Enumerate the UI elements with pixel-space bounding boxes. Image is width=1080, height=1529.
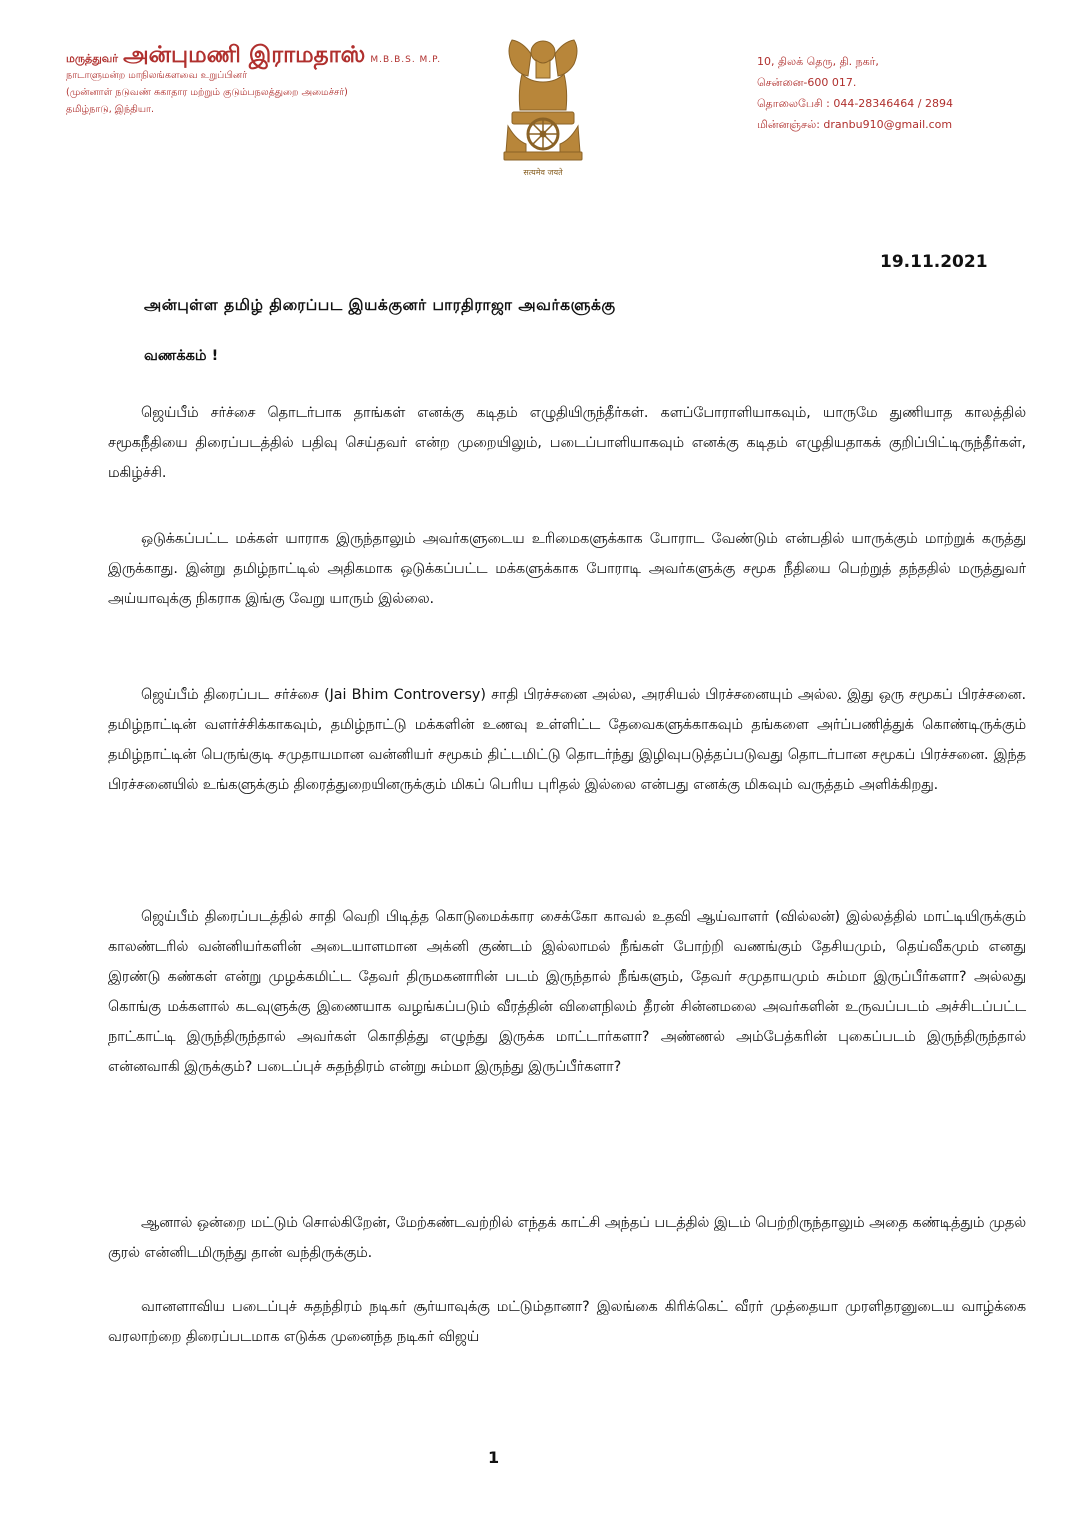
email-line: மின்னஞ்சல்: dranbu910@gmail.com <box>757 118 953 131</box>
sender-title: மருத்துவர் <box>66 52 119 65</box>
paragraph-text: வானளாவிய படைப்புச் சுதந்திரம் நடிகர் சூர்யாவுக்கு மட்டும்தானா? இலங்கை கிரிக்கெட் வீரர் முத்தையா முரளிதரனுடைய வாழ்க்கை வரலாற்றை திரைப்படமாக எடுக்க முனைந்த நடிகர் விஜய் <box>108 1299 1026 1345</box>
address-line-1: 10, திலக் தெரு, தி. நகர், <box>757 55 879 68</box>
paragraph-1 <box>108 398 1026 488</box>
contact-block <box>757 51 953 135</box>
paragraph-5 <box>108 1208 1026 1268</box>
paragraph-text: ஜெய்பீம் திரைப்பட சர்ச்சை (Jai Bhim Controversy) சாதி பிரச்சனை அல்ல, அரசியல் பிரச்சனையும் அல்ல. இது ஒரு சமூகப் பிரச்சனை. தமிழ்நாட்டின் வளர்ச்சிக்காகவும், தமிழ்நாட்டு மக்களின் உணவு உள்ளிட்ட தேவைகளுக்காகவும் தங்களை அர்ப்பணித்துக் கொண்டிருக்கும் தமிழ்நாட்டின் பெருங்குடி சமுதாயமான வன்னியர் சமூகம் திட்டமிட்டு தொடர்ந்து இழிவுபடுத்தப்படுவது தொடர்பான சமூகப் பிரச்சனை. இந்த பிரச்சனையில் உங்களுக்கும் திரைத்துறையினருக்கும் மிகப் பெரிய புரிதல் இல்லை என்பது எனக்கு மிகவும் வருத்தம் அளிக்கிறது. <box>108 687 1026 793</box>
address-line-2: சென்னை-600 017. <box>757 76 857 89</box>
sender-former-position: (முன்னாள் நடுவண் சுகாதார மற்றும் குடும்பநலத்துறை அமைச்சர்) <box>66 87 348 99</box>
letterhead <box>0 0 1080 200</box>
emblem-caption: सत्यमेव जयते <box>523 168 563 177</box>
sender-degrees: M.B.B.S. M.P. <box>370 55 442 65</box>
paragraph-text: ஆனால் ஒன்றை மட்டும் சொல்கிறேன், மேற்கண்டவற்றில் எந்தக் காட்சி அந்தப் படத்தில் இடம் பெற்றிருந்தாலும் அதை கண்டித்தும் முதல் குரல் என்னிடமிருந்து தான் வந்திருக்கும். <box>108 1215 1026 1261</box>
paragraph-3 <box>108 680 1026 800</box>
paragraph-6 <box>108 1292 1026 1352</box>
sender-position: நாடாளுமன்ற மாநிலங்களவை உறுப்பினர் <box>66 70 248 82</box>
sender-location: தமிழ்நாடு, இந்தியா. <box>66 104 155 116</box>
national-emblem-icon <box>498 30 588 180</box>
salutation: அன்புள்ள தமிழ் திரைப்பட இயக்குனர் பாரதிராஜா அவர்களுக்கு <box>144 296 616 314</box>
sender-name: அன்புமணி இராமதாஸ் <box>123 41 366 68</box>
paragraph-text: ஜெய்பீம் திரைப்படத்தில் சாதி வெறி பிடித்த கொடுமைக்கார சைக்கோ காவல் உதவி ஆய்வாளர் (வில்லன்) இல்லத்தில் மாட்டியிருக்கும் காலண்டரில் வன்னியர்களின் அடையாளமான அக்னி குண்டம் இல்லாமல் நீங்கள் போற்றி வணங்கும் தேசியமும், தெய்வீகமும் எனது இரண்டு கண்கள் என்று முழக்கமிட்ட தேவர் திருமகனாரின் படம் இருந்தால் நீங்களும், தேவர் சமுதாயமும் சும்மா இருப்பீர்களா? அல்லது கொங்கு மக்களால் கடவுளுக்கு இணையாக வழங்கப்படும் வீரத்தின் விளைநிலம் தீரன் சின்னமலை அவர்களின் உருவப்படம் அச்சிடப்பட்ட நாட்காட்டி இருந்திருந்தால் அவர்கள் கொதித்து எழுந்து இருக்க மாட்டார்களா? அண்ணல் அம்பேத்கரின் புகைப்படம் இருந்திருந்தால் என்னவாகி இருக்கும்? படைப்புச் சுதந்திரம் என்று சும்மா இருந்து இருப்பீர்களா? <box>108 909 1026 1075</box>
paragraph-text: ஒடுக்கப்பட்ட மக்கள் யாராக இருந்தாலும் அவர்களுடைய உரிமைகளுக்காக போராட வேண்டும் என்பதில் யாருக்கும் மாற்றுக் கருத்து இருக்காது. இன்று தமிழ்நாட்டில் அதிகமாக ஒடுக்கப்பட்ட மக்களுக்காக போராடி அவர்களுக்கு சமூக நீதியை பெற்றுத் தந்ததில் மருத்துவர் அய்யாவுக்கு நிகராக இங்கு வேறு யாரும் இல்லை. <box>108 531 1026 607</box>
paragraph-2 <box>108 524 1026 614</box>
paragraph-text: ஜெய்பீம் சர்ச்சை தொடர்பாக தாங்கள் எனக்கு கடிதம் எழுதியிருந்தீர்கள். களப்போராளியாகவும், யாருமே துணியாத காலத்தில் சமூகநீதியை திரைப்படத்தில் பதிவு செய்தவர் என்ற முறையிலும், படைப்பாளியாகவும் எனக்கு கடிதம் எழுதியதாகக் குறிப்பிட்டிருந்தீர்கள், மகிழ்ச்சி. <box>108 405 1026 481</box>
letter-date: 19.11.2021 <box>880 252 988 272</box>
page-number: 1 <box>488 1448 500 1467</box>
greeting: வணக்கம் ! <box>144 348 219 364</box>
sender-block <box>66 42 496 118</box>
sender-name-line <box>66 42 496 67</box>
paragraph-4 <box>108 902 1026 1082</box>
phone-line: தொலைபேசி : 044-28346464 / 2894 <box>757 97 953 110</box>
